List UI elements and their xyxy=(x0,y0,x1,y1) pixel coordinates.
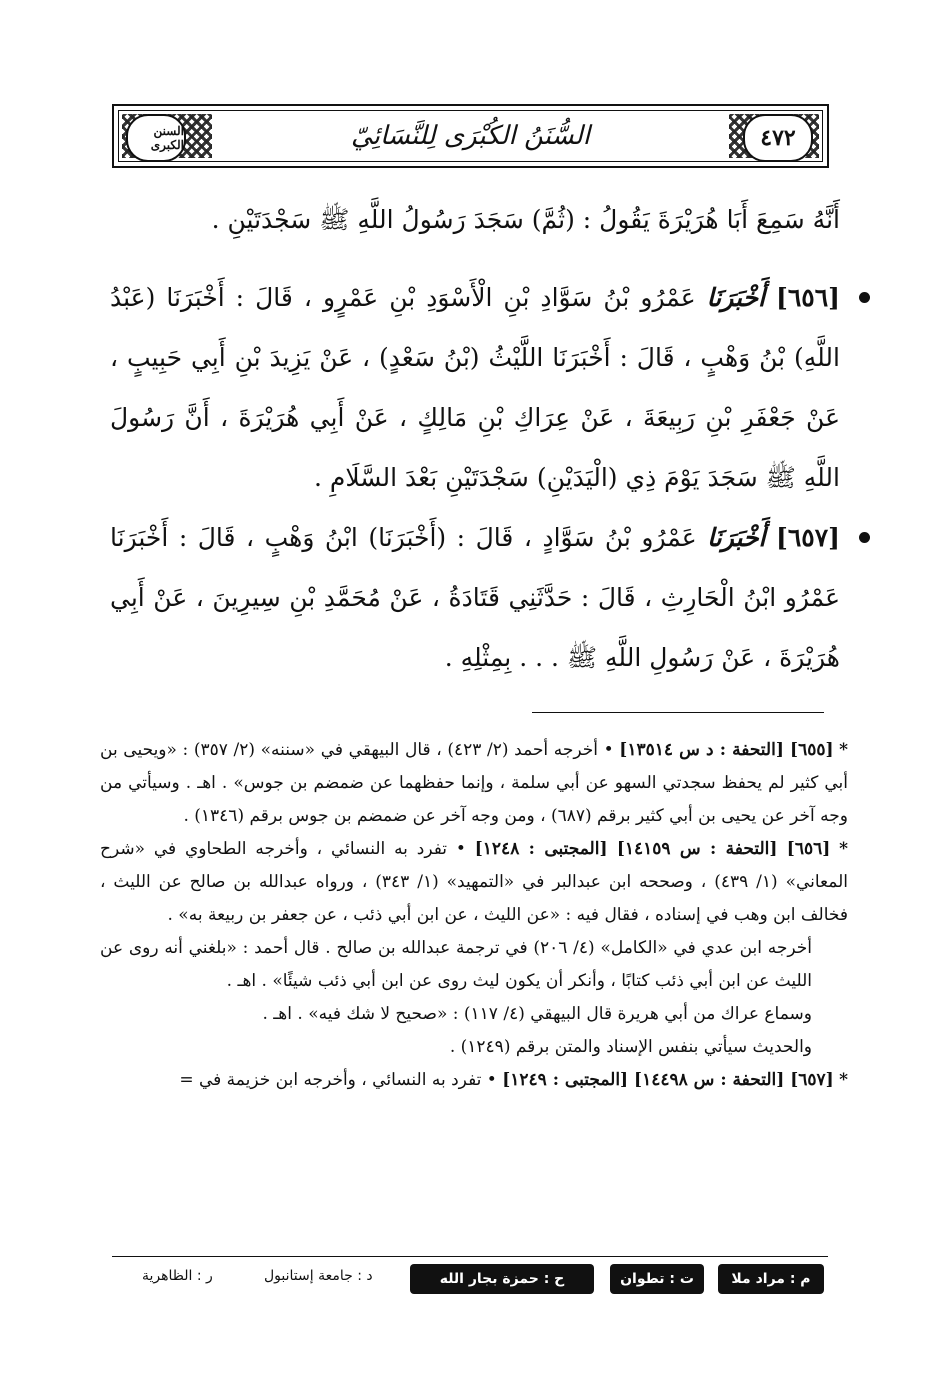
footnote-656 xyxy=(100,833,848,932)
footnote-ref: [٦٥٧] [التحفة : س ١٤٤٩٨] [المجتبى : ١٢٤٩] xyxy=(502,1070,834,1090)
source-d: د : جامعة إستانبول xyxy=(264,1268,373,1284)
footnote-text: • أخرجه أحمد (٢/ ٤٢٣) ، قال البيهقي في «سننه» (٢/ ٣٥٧) : «ويحيى بن أبي كثير لم يحفظ سجدتي السهو عن أبي سلمة ، وإنما حفظهما عن ضمضم بن جوس» . اهـ . وسيأتي من وجه آخر عن يحيى بن أبي كثير برقم (٦٨٧) ، ومن وجه آخر عن ضمضم بن جوس برقم (١٣٤٦) . xyxy=(100,740,848,826)
hadith-number: [٦٥٦] xyxy=(776,283,841,312)
hadith-656 xyxy=(110,268,840,508)
footnote-655 xyxy=(100,734,848,833)
footnote-656-para-2: أخرجه ابن عدي في «الكامل» (٤/ ٢٠٦) في ترجمة عبدالله بن صالح . قال أحمد : «بلغني أنه روى عن الليث عن ابن أبي ذئب كتابًا ، وأنكر أن يكون ليث روى عن ابن أبي ذئب شيئًا» . اهـ . xyxy=(100,938,812,991)
bullet-icon xyxy=(859,292,870,303)
page-number: ٤٧٢ xyxy=(743,114,813,162)
footnote-ref: [٦٥٥] [التحفة : د س ١٣٥١٤] xyxy=(619,740,834,760)
footnote-text: • تفرد به النسائي ، وأخرجه الطحاوي في «شرح المعاني» (١/ ٤٣٩) ، وصححه ابن عبدالبر في «التمهيد» (١/ ٣٤٣) ، ورواه عبدالله بن صالح عن الليث ، فخالف ابن وهب في إسناده ، فقال فيه : «عن الليث ، عن ابن أبي ذئب ، عن جعفر بن ربيعة به» . xyxy=(100,839,848,925)
footnote-657 xyxy=(100,1064,848,1097)
footnote-656-para-3: وسماع عراك من أبي هريرة قال البيهقي (٤/ ١١٧) : «صحيح لا شك فيه» . اهـ . xyxy=(262,1004,812,1024)
page-header xyxy=(112,104,829,168)
source-m-badge: م : مراد ملا xyxy=(718,1264,824,1294)
medallion-text: السنن الكبرى xyxy=(150,124,184,152)
hadith-number: [٦٥٧] xyxy=(776,523,840,552)
continuation-line: أَنَّهُ سَمِعَ أَبَا هُرَيْرَةَ يَقُولُ : (ثُمَّ) سَجَدَ رَسُولُ اللَّهِ ﷺ سَجْدَتَيْنِ . xyxy=(211,205,840,234)
source-r: ر : الظاهرية xyxy=(142,1268,213,1284)
akhbarana-word: أَخْبَرَنَا xyxy=(707,523,766,552)
footnote-star: * xyxy=(839,1070,848,1090)
book-medallion xyxy=(126,114,186,162)
bottom-divider xyxy=(112,1256,828,1257)
footnote-ref: [٦٥٦] [التحفة : س ١٤١٥٩] [المجتبى : ١٢٤٨] xyxy=(474,839,831,859)
hadith-657 xyxy=(110,508,840,688)
hadith-text: عَمْرُو بْنُ سَوَّادِ بْنِ الْأَسْوَدِ بْنِ عَمْرٍو ، قَالَ : أَخْبَرَنَا (عَبْدُ اللَّهِ) بْنُ وَهْبٍ ، قَالَ : أَخْبَرَنَا اللَّيْثُ (بْنُ سَعْدٍ) ، عَنْ يَزِيدَ بْنِ أَبِي حَبِيبٍ ، عَنْ جَعْفَرِ بْنِ رَبِيعَةَ ، عَنْ عِرَاكِ بْنِ مَالِكٍ ، عَنْ أَبِي هُرَيْرَةَ ، أَنَّ رَسُولَ اللَّهِ ﷺ سَجَدَ يَوْمَ ذِي (الْيَدَيْنِ) سَجْدَتَيْنِ بَعْدَ السَّلَامِ . xyxy=(110,283,840,492)
book-title: السُّنَنُ الكُبْرَى لِلنَّسَائِيّ xyxy=(351,121,590,151)
footnote-star: * xyxy=(839,740,849,760)
source-h-badge: ح : حمزة بجار الله xyxy=(410,1264,594,1294)
footnotes xyxy=(100,734,848,1097)
footnote-656-para-4: والحديث سيأتي بنفس الإسناد والمتن برقم (١٢٤٩) . xyxy=(449,1037,812,1057)
footnote-divider xyxy=(532,712,824,713)
footnote-text: • تفرد به النسائي ، وأخرجه ابن خزيمة في = xyxy=(179,1070,497,1090)
main-text xyxy=(110,190,840,250)
source-t-badge: ت : تطوان xyxy=(610,1264,704,1294)
footnote-star: * xyxy=(839,839,848,859)
hadith-text: عَمْرُو بْنُ سَوَّادٍ ، قَالَ : (أَخْبَرَنَا) ابْنُ وَهْبٍ ، قَالَ : أَخْبَرَنَا عَمْرُو ابْنُ الْحَارِثِ ، قَالَ : حَدَّثَنِي قَتَادَةُ ، عَنْ مُحَمَّدِ بْنِ سِيرِينَ ، عَنْ أَبِي هُرَيْرَةَ ، عَنْ رَسُولِ اللَّهِ ﷺ . . . بِمِثْلِهِ . xyxy=(110,523,840,672)
bullet-icon xyxy=(859,532,870,543)
manuscript-sources xyxy=(112,1264,828,1300)
akhbarana-word: أَخْبَرَنَا xyxy=(706,283,765,312)
